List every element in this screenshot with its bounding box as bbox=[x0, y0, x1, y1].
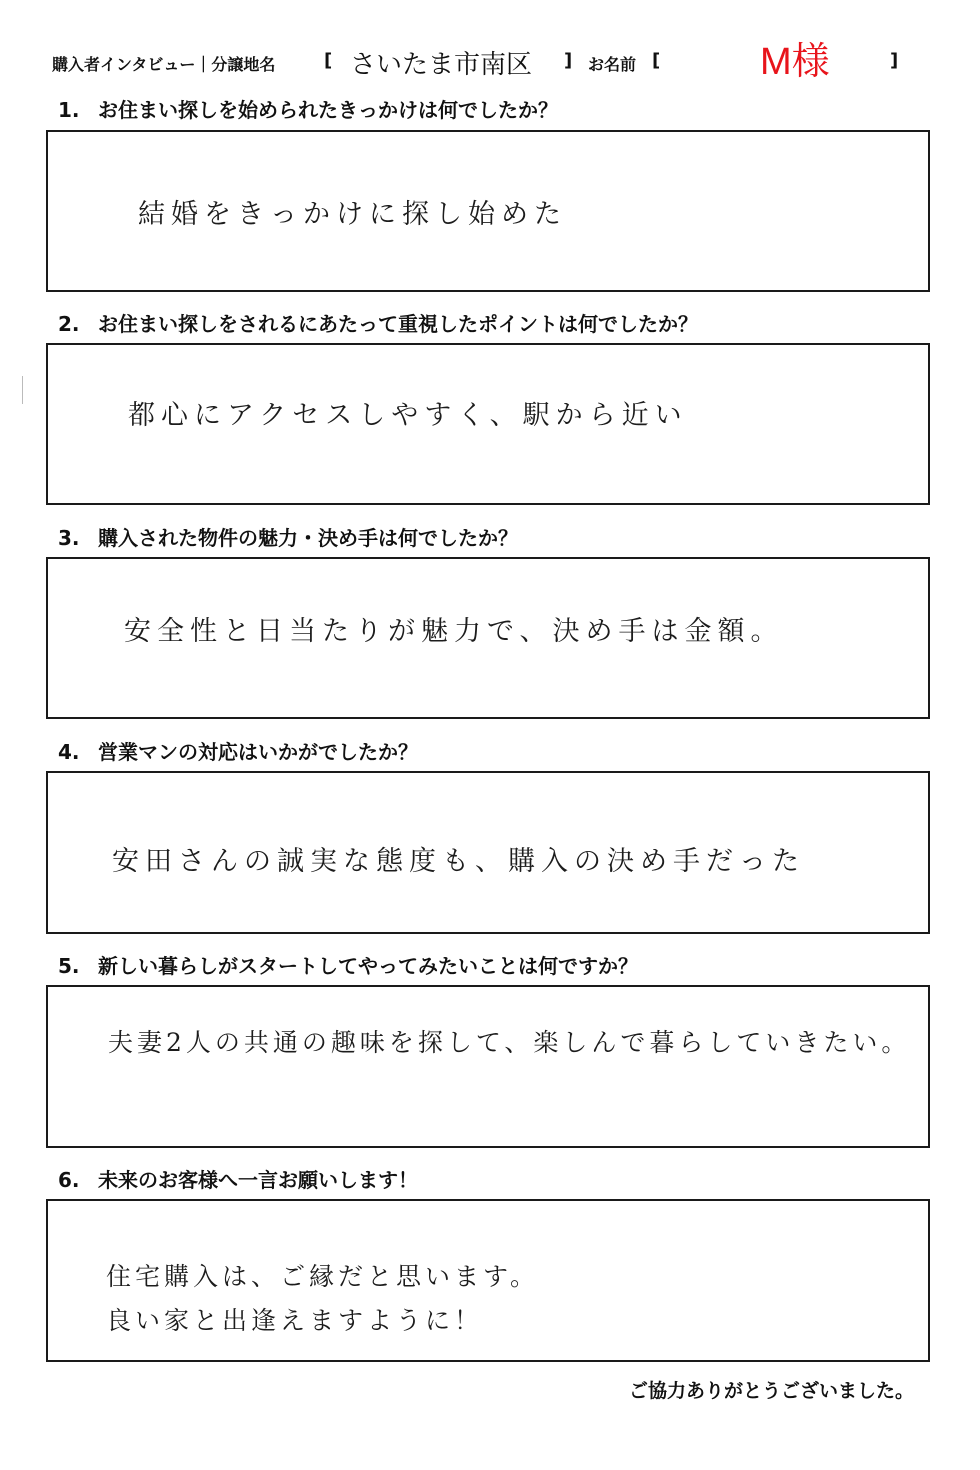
question-number: 3. bbox=[58, 526, 80, 550]
answer-text: 安全性と日当たりが魅力で、決め手は金額。 bbox=[124, 616, 784, 647]
question-text: お住まい探しをされるにあたって重視したポイントは何でしたか？ bbox=[98, 312, 698, 336]
area-value: さいたま市南区 bbox=[350, 50, 533, 80]
answer-text: 住宅購入は、ご縁だと思います。 良い家と出逢えますように！ bbox=[106, 1262, 540, 1335]
answer-text: 夫妻2人の共通の趣味を探して、楽しんで暮らしていきたい。 bbox=[108, 1028, 911, 1057]
answer-box-1 bbox=[46, 130, 930, 292]
question-number: 2. bbox=[58, 312, 80, 336]
question-text: 未来のお客様へ一言お願いします！ bbox=[98, 1168, 418, 1192]
answer-text: 都心にアクセスしやすく、駅から近い bbox=[128, 400, 688, 431]
answer-text: 安田さんの誠実な態度も、購入の決め手だった bbox=[112, 846, 805, 877]
question-number: 4. bbox=[58, 740, 80, 764]
margin-mark bbox=[22, 376, 23, 404]
question-text: 購入された物件の魅力・決め手は何でしたか？ bbox=[98, 526, 518, 550]
name-open-bracket: [ bbox=[652, 50, 661, 71]
answer-box-6 bbox=[46, 1199, 930, 1362]
answer-box-2 bbox=[46, 343, 930, 505]
name-label: お名前 bbox=[588, 55, 637, 74]
question-1 bbox=[58, 94, 558, 123]
name-value: M様 bbox=[760, 41, 830, 83]
answer-box-4 bbox=[46, 771, 930, 934]
question-text: お住まい探しを始められたきっかけは何でしたか？ bbox=[98, 98, 558, 122]
question-2 bbox=[58, 308, 698, 337]
question-number: 6. bbox=[58, 1168, 80, 1192]
area-open-bracket: [ bbox=[324, 50, 333, 71]
question-4 bbox=[58, 736, 418, 765]
question-text: 新しい暮らしがスタートしてやってみたいことは何ですか？ bbox=[98, 954, 638, 978]
answer-box-5 bbox=[46, 985, 930, 1148]
question-text: 営業マンの対応はいかがでしたか？ bbox=[98, 740, 418, 764]
question-3 bbox=[58, 522, 518, 551]
header bbox=[52, 41, 932, 84]
question-6 bbox=[58, 1164, 418, 1193]
answer-box-3 bbox=[46, 557, 930, 719]
answer-text: 結婚をきっかけに探し始めた bbox=[138, 199, 567, 230]
area-close-bracket: ] bbox=[564, 50, 573, 71]
question-5 bbox=[58, 950, 638, 979]
question-number: 1. bbox=[58, 98, 80, 122]
footer-thanks: ご協力ありがとうございました。 bbox=[628, 1380, 914, 1402]
question-number: 5. bbox=[58, 954, 80, 978]
interview-label: 購入者インタビュー｜分譲地名 bbox=[52, 55, 276, 74]
name-close-bracket: ] bbox=[890, 50, 899, 71]
